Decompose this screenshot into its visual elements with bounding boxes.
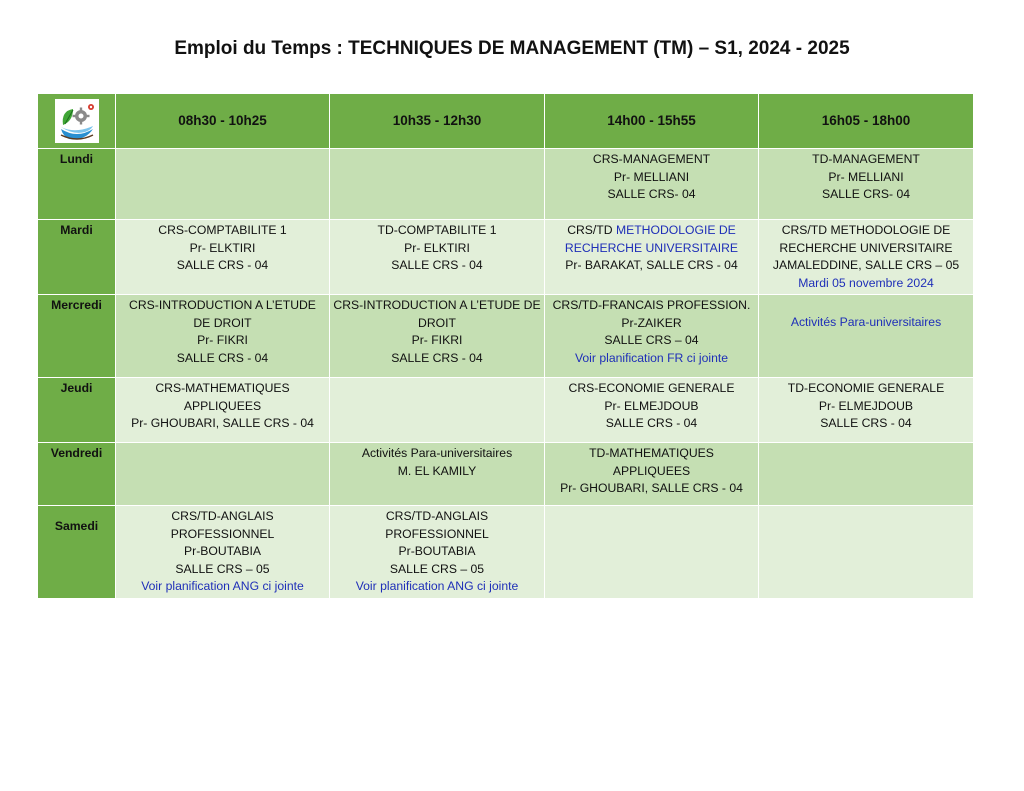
course-room: SALLE CRS - 04 xyxy=(391,350,483,365)
slot-header-2: 10h35 - 12h30 xyxy=(330,94,545,149)
course-title: CRS/TD METHODOLOGIE DE RECHERCHE UNIVERSITAIRE xyxy=(779,223,953,255)
course-title: CRS/TD-FRANCAIS PROFESSION. xyxy=(552,298,751,312)
course-title: CRS-MANAGEMENT xyxy=(592,152,711,166)
day-label: Mercredi xyxy=(38,295,116,378)
course-date: Mardi 05 novembre 2024 xyxy=(798,275,934,290)
day-label: Lundi xyxy=(38,149,116,220)
course-title: CRS-MATHEMATIQUES APPLIQUEES xyxy=(155,381,290,413)
row-samedi xyxy=(38,506,974,599)
mercredi-slot-2 xyxy=(330,295,545,378)
course-title: CRS-ECONOMIE GENERALE xyxy=(568,381,735,395)
course-teacher: Pr- FIKRI xyxy=(411,333,463,347)
course-teacher-room: Pr- GHOUBARI, SALLE CRS - 04 xyxy=(560,481,743,495)
day-label: Jeudi xyxy=(38,378,116,443)
planning-note: Voir planification ANG ci jointe xyxy=(141,579,304,593)
course-teacher: Pr- ELMEJDOUB xyxy=(604,398,699,413)
course-room: SALLE CRS - 04 xyxy=(820,416,912,430)
day-label: Samedi xyxy=(38,506,116,599)
course-room: SALLE CRS – 05 xyxy=(389,561,485,576)
course-room: SALLE CRS - 04 xyxy=(391,258,483,272)
course-room: SALLE CRS – 05 xyxy=(175,561,270,576)
gear-water-leaf-logo-icon xyxy=(55,99,99,143)
samedi-slot-1 xyxy=(116,506,330,599)
course-room: SALLE CRS - 04 xyxy=(176,350,269,365)
course-teacher: Pr-BOUTABIA xyxy=(398,544,476,558)
course-teacher: Pr- ELMEJDOUB xyxy=(818,398,914,413)
course-title: TD-MANAGEMENT xyxy=(812,152,920,166)
timetable xyxy=(37,93,974,599)
course-title: CRS/TD-ANGLAIS PROFESSIONNEL xyxy=(385,509,489,541)
course-teacher-room: Pr- GHOUBARI, SALLE CRS - 04 xyxy=(131,416,314,430)
course-type: CRS/TD xyxy=(567,223,616,237)
course-teacher-room: Pr- BARAKAT, SALLE CRS - 04 xyxy=(565,258,738,272)
samedi-slot-4 xyxy=(759,506,974,599)
header-row xyxy=(38,94,974,149)
mardi-slot-4 xyxy=(759,220,974,295)
mercredi-slot-3 xyxy=(545,295,759,378)
course-title: CRS-INTRODUCTION A L’ETUDE DE DROIT xyxy=(129,298,316,330)
slot-header-4: 16h05 - 18h00 xyxy=(759,94,974,149)
activity-label: Activités Para-universitaires xyxy=(361,446,513,460)
lundi-slot-1 xyxy=(116,149,330,220)
course-teacher: Pr-BOUTABIA xyxy=(184,544,261,558)
logo-cell xyxy=(38,94,116,149)
page-title: Emploi du Temps : TECHNIQUES DE MANAGEMENT (TM) – S1, 2024 - 2025 xyxy=(174,38,850,59)
slot-header-3: 14h00 - 15h55 xyxy=(545,94,759,149)
course-teacher-room: JAMALEDDINE, SALLE CRS – 05 xyxy=(772,258,960,272)
samedi-slot-2 xyxy=(330,506,545,599)
mardi-slot-2 xyxy=(330,220,545,295)
course-teacher: Pr- FIKRI xyxy=(197,333,248,347)
course-room: SALLE CRS – 04 xyxy=(604,333,699,347)
jeudi-slot-2 xyxy=(330,378,545,443)
lundi-slot-3 xyxy=(545,149,759,220)
course-room: SALLE CRS- 04 xyxy=(607,187,696,201)
vendredi-slot-3 xyxy=(545,443,759,506)
activity-label: Activités Para-universitaires xyxy=(790,315,942,329)
row-vendredi xyxy=(38,443,974,506)
planning-note: Voir planification FR ci jointe xyxy=(574,350,729,365)
day-label: Vendredi xyxy=(38,443,116,506)
course-name-highlight: METHODOLOGIE DE RECHERCHE UNIVERSITAIRE xyxy=(564,223,739,255)
samedi-slot-3 xyxy=(545,506,759,599)
planning-note: Voir planification ANG ci jointe xyxy=(355,579,519,593)
course-title: CRS/TD-ANGLAIS PROFESSIONNEL xyxy=(170,509,275,541)
row-jeudi xyxy=(38,378,974,443)
slot-header-1: 08h30 - 10h25 xyxy=(116,94,330,149)
course-teacher: Pr- MELLIANI xyxy=(828,169,904,184)
vendredi-slot-1 xyxy=(116,443,330,506)
course-title: TD-MATHEMATIQUES APPLIQUEES xyxy=(589,446,714,478)
row-lundi xyxy=(38,149,974,220)
course-teacher: Pr- ELKTIRI xyxy=(189,240,256,255)
course-teacher: Pr-ZAIKER xyxy=(621,315,682,330)
course-teacher: Pr- ELKTIRI xyxy=(404,240,470,255)
row-mardi xyxy=(38,220,974,295)
course-room: SALLE CRS - 04 xyxy=(605,416,698,430)
mardi-slot-1 xyxy=(116,220,330,295)
course-title xyxy=(548,222,755,257)
lundi-slot-4 xyxy=(759,149,974,220)
activity-supervisor: M. EL KAMILY xyxy=(397,463,477,478)
jeudi-slot-4 xyxy=(759,378,974,443)
course-title: TD-COMPTABILITE 1 xyxy=(377,223,497,237)
mardi-slot-3 xyxy=(545,220,759,295)
row-mercredi xyxy=(38,295,974,378)
course-title: TD-ECONOMIE GENERALE xyxy=(787,381,945,395)
jeudi-slot-1 xyxy=(116,378,330,443)
course-title: CRS-INTRODUCTION A L’ETUDE DE DROIT xyxy=(333,298,541,330)
course-teacher: Pr- MELLIANI xyxy=(613,169,690,184)
course-title: CRS-COMPTABILITE 1 xyxy=(158,223,287,237)
jeudi-slot-3 xyxy=(545,378,759,443)
vendredi-slot-2 xyxy=(330,443,545,506)
course-room: SALLE CRS - 04 xyxy=(176,258,269,272)
mercredi-slot-1 xyxy=(116,295,330,378)
lundi-slot-2 xyxy=(330,149,545,220)
mercredi-slot-4 xyxy=(759,295,974,378)
day-label: Mardi xyxy=(38,220,116,295)
vendredi-slot-4 xyxy=(759,443,974,506)
course-room: SALLE CRS- 04 xyxy=(821,187,911,201)
